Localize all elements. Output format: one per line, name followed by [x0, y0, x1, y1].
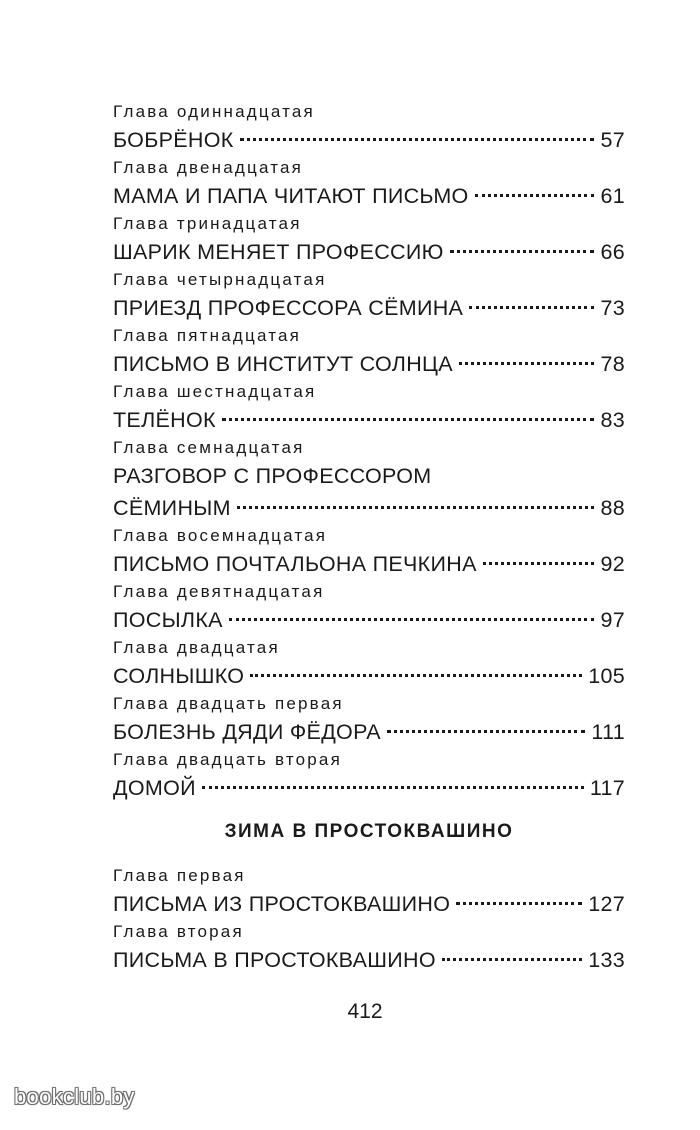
chapter-page-number: 117 [589, 776, 625, 800]
chapter-label: Глава семнадцатая [113, 438, 305, 457]
dot-leader [456, 902, 582, 905]
toc-entry[interactable] [113, 100, 625, 156]
chapter-title-first-line: РАЗГОВОР С ПРОФЕССОРОМ [113, 464, 432, 488]
chapter-page-number: 127 [588, 892, 625, 916]
toc-entry[interactable] [113, 268, 625, 324]
chapter-title: ПИСЬМО В ИНСТИТУТ СОЛНЦА [113, 352, 453, 376]
chapter-title-line [113, 404, 625, 436]
page-number: 412 [347, 1000, 383, 1023]
section-heading: ЗИМА В ПРОСТОКВАШИНО [224, 821, 514, 842]
dot-leader [475, 194, 595, 197]
chapter-title-line [113, 548, 625, 580]
chapter-title: ПОСЫЛКА [113, 608, 223, 632]
dot-leader [469, 306, 594, 309]
dot-leader [240, 138, 595, 141]
toc-entry[interactable] [113, 212, 625, 268]
toc-entry[interactable] [113, 864, 625, 920]
toc-entry[interactable] [113, 436, 625, 524]
chapter-page-number: 88 [600, 496, 625, 520]
toc-entry[interactable] [113, 380, 625, 436]
chapter-page-number: 111 [591, 720, 625, 744]
chapter-label: Глава двенадцатая [113, 158, 304, 177]
toc-entry[interactable] [113, 920, 625, 976]
chapter-page-number: 105 [588, 664, 625, 688]
chapter-title-line [113, 124, 625, 156]
chapter-label: Глава тринадцатая [113, 214, 302, 233]
chapter-title-line [113, 716, 625, 748]
watermark: bookclub.by [14, 1084, 135, 1109]
chapter-title: СОЛНЫШКО [113, 664, 245, 688]
chapter-title-line [113, 180, 625, 212]
dot-leader [222, 418, 595, 421]
chapter-title: ДОМОЙ [113, 776, 196, 800]
chapter-title: ТЕЛЁНОК [113, 408, 216, 432]
chapter-page-number: 57 [600, 128, 625, 152]
chapter-page-number: 61 [600, 184, 625, 208]
chapter-label: Глава четырнадцатая [113, 270, 327, 289]
chapter-title: СЁМИНЫМ [113, 496, 231, 520]
chapter-title-line [113, 888, 625, 920]
toc-entry[interactable] [113, 748, 625, 804]
chapter-label: Глава одиннадцатая [113, 102, 315, 121]
dot-leader [237, 506, 595, 509]
chapter-page-number: 66 [600, 240, 625, 264]
chapter-title: ПИСЬМО ПОЧТАЛЬОНА ПЕЧКИНА [113, 552, 477, 576]
chapter-page-number: 97 [600, 608, 625, 632]
chapter-title: ПИСЬМА В ПРОСТОКВАШИНО [113, 948, 436, 972]
dot-leader [387, 730, 585, 733]
chapter-title-line [113, 492, 625, 524]
chapter-label: Глава двадцать вторая [113, 750, 342, 769]
chapter-title-line [113, 772, 625, 804]
chapter-page-number: 133 [588, 948, 625, 972]
dot-leader [459, 362, 595, 365]
chapter-label: Глава двадцатая [113, 638, 280, 657]
chapter-page-number: 92 [600, 552, 625, 576]
chapter-page-number: 78 [600, 352, 625, 376]
chapter-label: Глава двадцать первая [113, 694, 344, 713]
dot-leader [450, 250, 595, 253]
chapter-title: БОЛЕЗНЬ ДЯДИ ФЁДОРА [113, 720, 381, 744]
dot-leader [229, 618, 595, 621]
chapter-label: Глава первая [113, 866, 246, 885]
chapter-title-line [113, 660, 625, 692]
chapter-title: ШАРИК МЕНЯЕТ ПРОФЕССИЮ [113, 240, 444, 264]
toc-entry[interactable] [113, 636, 625, 692]
chapter-title: ПРИЕЗД ПРОФЕССОРА СЁМИНА [113, 296, 464, 320]
chapter-title: БОБРЁНОК [113, 128, 234, 152]
dot-leader [202, 786, 584, 789]
chapter-label: Глава восемнадцатая [113, 526, 328, 545]
chapter-title-line [113, 236, 625, 268]
toc-entry[interactable] [113, 324, 625, 380]
chapter-title: ПИСЬМА ИЗ ПРОСТОКВАШИНО [113, 892, 451, 916]
toc-entry[interactable] [113, 580, 625, 636]
chapter-title: МАМА И ПАПА ЧИТАЮТ ПИСЬМО [113, 184, 469, 208]
chapter-label: Глава девятнадцатая [113, 582, 325, 601]
toc-entry[interactable] [113, 692, 625, 748]
chapter-title-line [113, 604, 625, 636]
toc-entry[interactable] [113, 156, 625, 212]
chapter-label: Глава вторая [113, 922, 244, 941]
dot-leader [442, 958, 582, 961]
chapter-title-line [113, 348, 625, 380]
chapter-page-number: 73 [600, 296, 625, 320]
toc-entry[interactable] [113, 524, 625, 580]
chapter-label: Глава пятнадцатая [113, 326, 302, 345]
chapter-page-number: 83 [600, 408, 625, 432]
chapter-title-line [113, 944, 625, 976]
table-of-contents [113, 100, 625, 976]
dot-leader [250, 674, 582, 677]
chapter-label: Глава шестнадцатая [113, 382, 317, 401]
dot-leader [483, 562, 595, 565]
chapter-title-line [113, 292, 625, 324]
